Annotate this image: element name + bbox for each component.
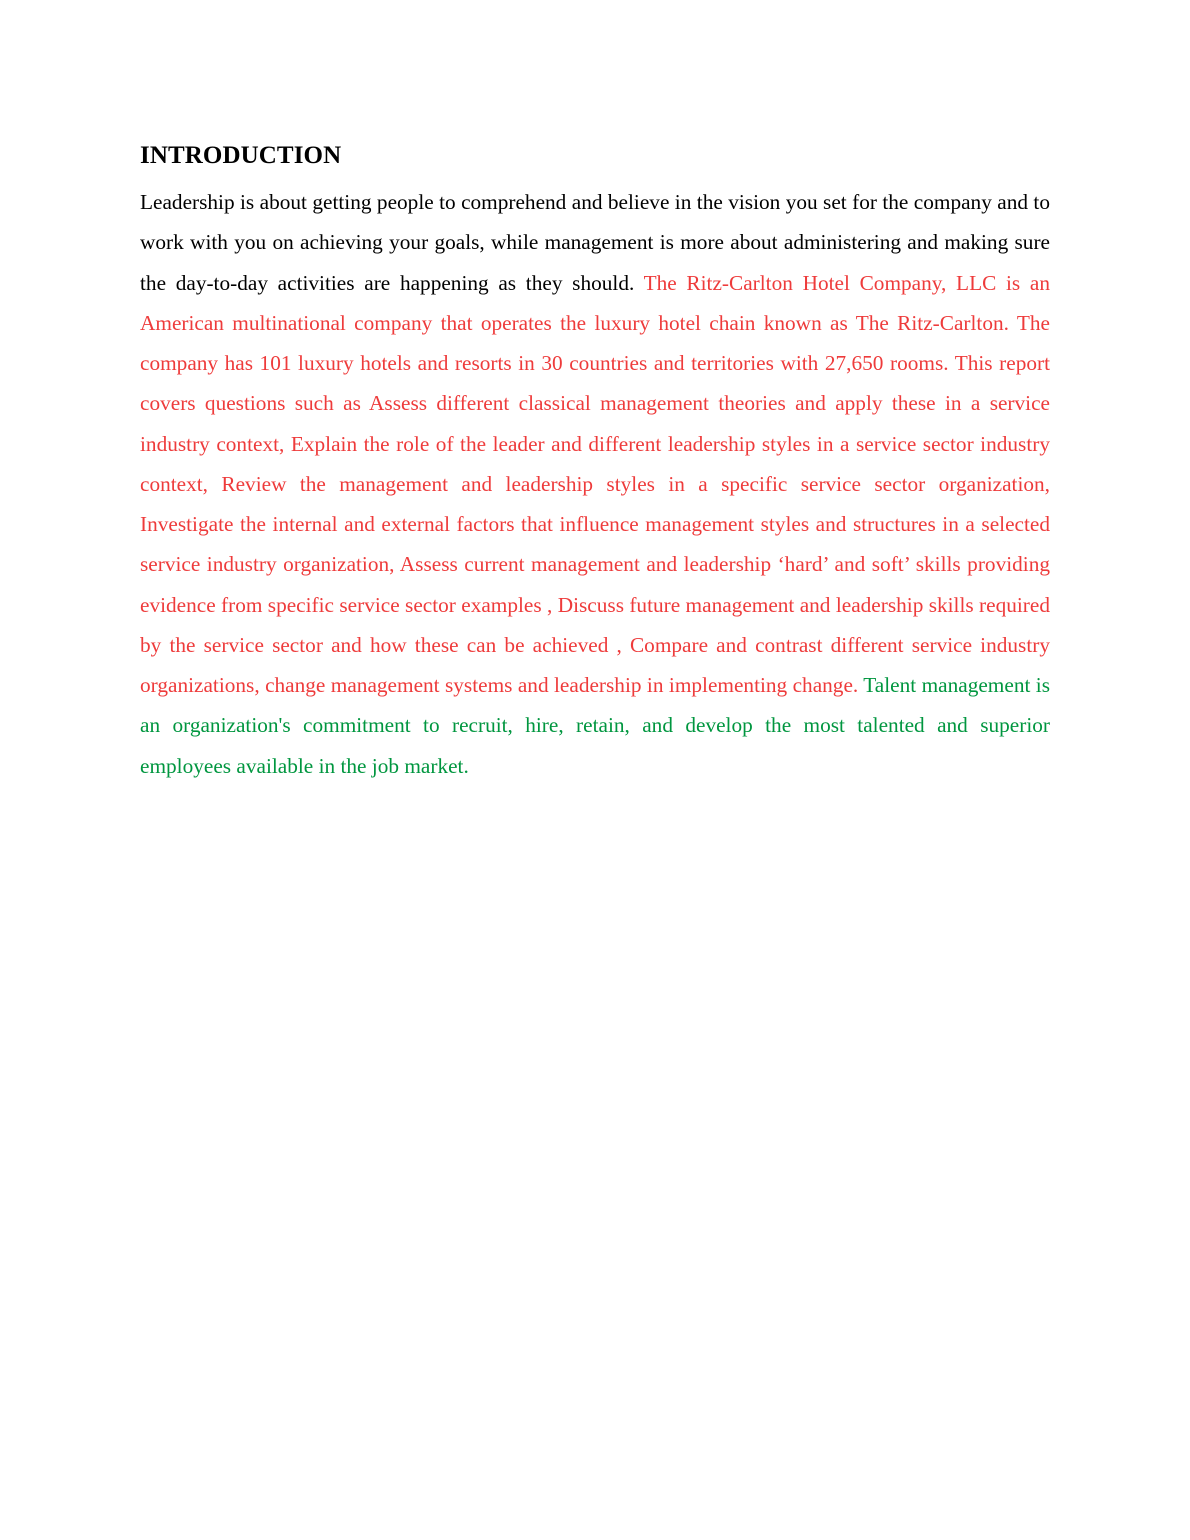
intro-paragraph xyxy=(140,182,1050,786)
section-heading: INTRODUCTION xyxy=(140,142,342,169)
leadership-definition-text: Leadership is about getting people to comprehend and believe in the vision you set for the company and to work with you on achieving your goals, while management is more about administering and making sure the day-to-day activities are happening as they should. xyxy=(140,190,1050,295)
talent-management-text: Talent management is an organization's commitment to recruit, hire, retain, and develop the most talented and superior employees available in the job market. xyxy=(140,673,1050,778)
ritz-carlton-overview-text: The Ritz-Carlton Hotel Company, LLC is an American multinational company that operates the luxury hotel chain known as The Ritz-Carlton. The company has 101 luxury hotels and resorts in 30 countries and territories with 27,650 rooms. This report covers questions such as Assess different classical management theories and apply these in a service industry context, Explain the role of the leader and different leadership styles in a service sector industry context, Review the management and leadership styles in a specific service sector organization, Investigate the internal and external factors that influence management styles and structures in a selected service industry organization, Assess current management and leadership ‘hard’ and soft’ skills providing evidence from specific service sector examples , Discuss future management and leadership skills required by the service sector and how these can be achieved , Compare and contrast different service industry organizations, change management systems and leadership in implementing change. xyxy=(140,270,1050,697)
document-body xyxy=(140,138,1050,786)
